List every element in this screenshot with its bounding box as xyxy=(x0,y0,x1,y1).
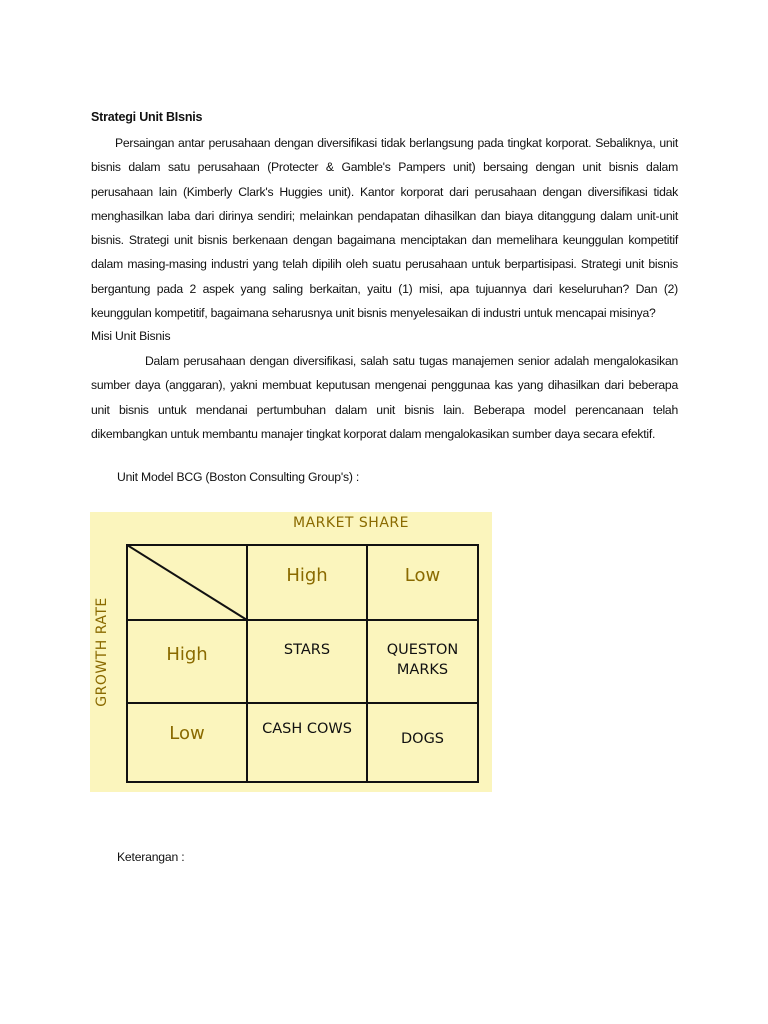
notes-label: Keterangan : xyxy=(117,850,185,864)
stars-cell: STARS xyxy=(283,642,331,658)
row-low-label: Low xyxy=(169,723,205,744)
cash-cows-cell: CASH COWS xyxy=(262,721,352,737)
question-marks-line2: MARKS xyxy=(396,662,449,678)
bcg-matrix-figure xyxy=(90,512,492,792)
question-marks-line1: QUESTON xyxy=(386,642,459,658)
column-high-label: High xyxy=(286,565,328,586)
section-heading: Strategi Unit BIsnis xyxy=(91,110,203,124)
market-share-axis-label: MARKET SHARE xyxy=(293,515,409,531)
row-high-label: High xyxy=(166,644,208,665)
corner-diagonal xyxy=(127,545,247,620)
paragraph-mission: Dalam perusahaan dengan diversifikasi, salah satu tugas manajemen senior adalah mengalokasikan sumber daya (anggaran), yakni membuat keputusan mengenai penggunaa kas yang dihasilkan dari beberapa unit bisnis untuk mendanai pertumbuhan dalam unit bisnis lain. Beberapa model perencanaan telah dikembangkan untuk membantu manajer tingkat korporat dalam mengalokasikan sumber daya secara efektif. xyxy=(91,354,678,441)
question-marks-cell xyxy=(367,640,478,680)
figure-caption: Unit Model BCG (Boston Consulting Group's) : xyxy=(117,470,360,484)
dogs-cell: DOGS xyxy=(400,731,445,747)
column-low-label: Low xyxy=(404,565,441,586)
subsection-heading: Misi Unit Bisnis xyxy=(91,329,171,343)
paragraph-strategy: Persaingan antar perusahaan dengan diversifikasi tidak berlangsung pada tingkat korporat. Sebaliknya, unit bisnis dalam satu perusahaan (Protecter & Gamble's Pampers unit) bersaing dengan unit bisnis dalam perusahaan lain (Kimberly Clark's Huggies unit). Kantor korporat dari perusahaan dengan diversifikasi tidak menghasilkan laba dari dirinya sendiri; melainkan pendapatan dihasilkan dan biaya ditanggung dalam unit-unit bisnis. Strategi unit bisnis berkenaan dengan bagaimana menciptakan dan memelihara keunggulan kompetitif dalam masing-masing industri yang telah dipilih oleh suatu perusahaan untuk berpartisipasi. Strategi unit bisnis bergantung pada 2 aspek yang saling berkaitan, yaitu (1) misi, apa tujuannya dari keseluruhan? Dan (2) keunggulan kompetitif, bagaimana seharusnya unit bisnis menyelesaikan di industri untuk mencapai misinya? xyxy=(91,136,678,321)
growth-rate-axis-label: GROWTH RATE xyxy=(94,597,110,707)
